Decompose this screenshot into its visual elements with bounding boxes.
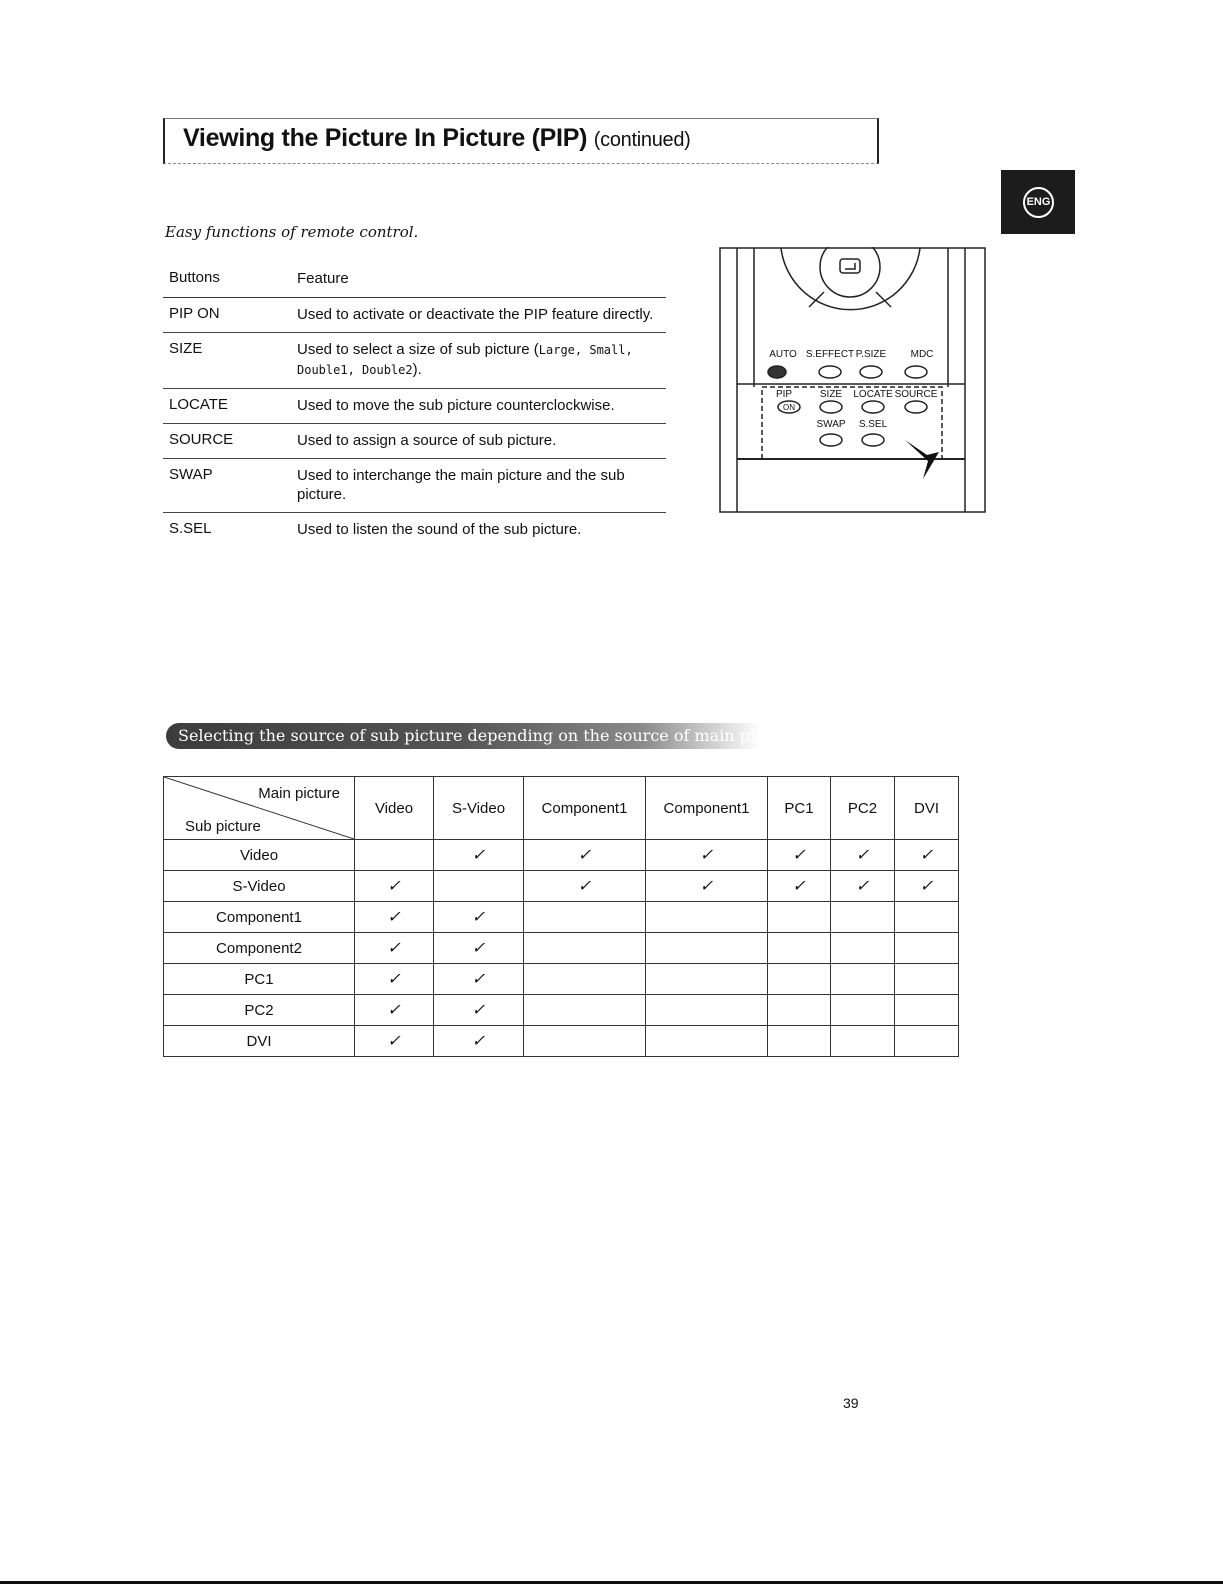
table-row — [164, 933, 959, 964]
row-label: PC1 — [164, 964, 355, 995]
locate-button — [862, 401, 884, 413]
remote-label-locate: LOCATE — [853, 389, 893, 400]
feature-description: Used to select a size of sub picture (Large, Small, Double1, Double2). — [297, 341, 633, 378]
enter-icon — [845, 263, 855, 269]
compat-cell — [895, 995, 959, 1026]
table-row — [164, 995, 959, 1026]
compat-cell — [895, 964, 959, 995]
column-header: S-Video — [434, 777, 524, 840]
feature-row — [163, 298, 666, 333]
compat-cell — [895, 902, 959, 933]
compat-cell — [895, 871, 959, 902]
button-name: SOURCE — [169, 431, 234, 448]
compat-cell — [646, 871, 768, 902]
table-header-row — [164, 777, 959, 840]
compat-cell — [524, 902, 646, 933]
language-tab — [1001, 170, 1075, 234]
feature-row — [163, 424, 666, 459]
check-icon: ✓ — [387, 971, 401, 988]
table-row — [164, 902, 959, 933]
compat-cell — [355, 871, 434, 902]
swap-button — [820, 434, 842, 446]
compat-cell — [355, 840, 434, 871]
check-icon: ✓ — [792, 847, 806, 864]
table-row — [164, 1026, 959, 1057]
check-icon: ✓ — [471, 909, 486, 926]
row-label: Component1 — [164, 902, 355, 933]
check-icon: ✓ — [919, 878, 934, 895]
column-header: Video — [355, 777, 434, 840]
feature-row — [163, 333, 666, 389]
s-effect-button — [819, 366, 841, 378]
compat-cell — [831, 871, 895, 902]
remote-label-s-effect: S.EFFECT — [805, 349, 855, 360]
compat-cell — [355, 933, 434, 964]
compat-cell — [831, 995, 895, 1026]
compat-cell — [768, 902, 831, 933]
compat-cell — [434, 964, 524, 995]
compat-cell — [524, 995, 646, 1026]
column-header: PC1 — [768, 777, 831, 840]
source-button — [905, 401, 927, 413]
compat-cell — [895, 933, 959, 964]
sub-picture-label: Sub picture — [185, 818, 261, 835]
feature-table — [163, 265, 666, 547]
button-name: SWAP — [169, 466, 213, 483]
feature-description: Used to listen the sound of the sub picture. — [297, 521, 582, 538]
compat-cell — [434, 840, 524, 871]
feature-description: Used to activate or deactivate the PIP feature directly. — [297, 306, 654, 323]
table-row — [164, 840, 959, 871]
check-icon: ✓ — [699, 847, 714, 864]
compat-cell — [524, 840, 646, 871]
remote-label-source: SOURCE — [894, 389, 938, 400]
check-icon: ✓ — [387, 940, 401, 957]
button-name: PIP ON — [169, 305, 220, 322]
feature-description: Used to move the sub picture counterclockwise. — [297, 397, 615, 414]
check-icon: ✓ — [387, 1033, 401, 1050]
compat-cell — [646, 964, 768, 995]
section-subtitle: Easy functions of remote control. — [165, 223, 419, 241]
remote-frame — [720, 248, 985, 512]
check-icon: ✓ — [855, 847, 870, 864]
row-label: Component2 — [164, 933, 355, 964]
section-heading: Selecting the source of sub picture depending on the source of main picture — [178, 726, 798, 745]
compat-cell — [524, 964, 646, 995]
compat-cell — [831, 1026, 895, 1057]
column-header: PC2 — [831, 777, 895, 840]
check-icon: ✓ — [919, 847, 934, 864]
enter-button — [840, 259, 860, 273]
compat-cell — [768, 933, 831, 964]
compat-cell — [831, 933, 895, 964]
check-icon: ✓ — [471, 847, 486, 864]
compat-cell — [646, 933, 768, 964]
compat-cell — [831, 902, 895, 933]
compat-cell — [355, 964, 434, 995]
check-icon: ✓ — [387, 909, 401, 926]
mdc-button — [905, 366, 927, 378]
compat-cell — [355, 902, 434, 933]
feature-description: Used to interchange the main picture and the sub picture. — [297, 467, 625, 503]
remote-label-pip: PIP — [775, 389, 793, 400]
s-sel-button — [862, 434, 884, 446]
compat-cell — [355, 995, 434, 1026]
section-heading-bar — [166, 723, 798, 749]
feature-row — [163, 389, 666, 424]
row-label: Video — [164, 840, 355, 871]
size-button — [820, 401, 842, 413]
column-header: Component1 — [524, 777, 646, 840]
column-header: Component1 — [646, 777, 768, 840]
compat-cell — [768, 995, 831, 1026]
compat-cell — [831, 840, 895, 871]
feature-table-header — [163, 265, 666, 298]
page-number: 39 — [843, 1395, 859, 1411]
feature-column-header: Feature — [297, 270, 349, 287]
check-icon: ✓ — [577, 847, 592, 864]
page-header — [163, 118, 879, 164]
compat-cell — [434, 995, 524, 1026]
compat-cell — [895, 1026, 959, 1057]
compat-cell — [646, 840, 768, 871]
row-label: PC2 — [164, 995, 355, 1026]
check-icon: ✓ — [471, 1033, 486, 1050]
main-picture-label: Main picture — [258, 785, 340, 802]
check-icon: ✓ — [387, 1002, 401, 1019]
check-icon: ✓ — [471, 940, 486, 957]
page-title: Viewing the Picture In Picture (PIP) (continued) — [183, 124, 691, 152]
button-name: S.SEL — [169, 520, 212, 537]
buttons-column-header: Buttons — [169, 269, 220, 286]
check-icon: ✓ — [471, 971, 486, 988]
source-compatibility-table — [163, 776, 959, 1057]
check-icon: ✓ — [855, 878, 870, 895]
compat-cell — [895, 840, 959, 871]
compat-cell — [831, 964, 895, 995]
table-row — [164, 871, 959, 902]
remote-label-s-sel: S.SEL — [858, 419, 888, 430]
check-icon: ✓ — [577, 878, 592, 895]
compat-cell — [646, 902, 768, 933]
compat-cell — [524, 1026, 646, 1057]
check-icon: ✓ — [699, 878, 714, 895]
remote-label-on: ON — [783, 403, 795, 412]
compat-cell — [434, 933, 524, 964]
nav-ring — [781, 248, 920, 310]
compat-cell — [768, 840, 831, 871]
remote-label-auto: AUTO — [769, 349, 797, 360]
compat-cell — [646, 995, 768, 1026]
row-label: DVI — [164, 1026, 355, 1057]
compat-cell — [768, 1026, 831, 1057]
check-icon: ✓ — [792, 878, 806, 895]
eng-badge: ENG — [1023, 187, 1054, 218]
compat-cell — [524, 933, 646, 964]
feature-description: Used to assign a source of sub picture. — [297, 432, 557, 449]
p-size-button — [860, 366, 882, 378]
table-corner-cell — [164, 777, 355, 840]
row-label: S-Video — [164, 871, 355, 902]
remote-label-size: SIZE — [819, 389, 843, 400]
compat-cell — [646, 1026, 768, 1057]
remote-control-illustration — [719, 247, 986, 513]
check-icon: ✓ — [387, 878, 401, 895]
compat-cell — [768, 964, 831, 995]
compat-cell — [434, 1026, 524, 1057]
feature-row — [163, 459, 666, 513]
table-row — [164, 964, 959, 995]
compat-cell — [524, 871, 646, 902]
remote-label-p-size: P.SIZE — [855, 349, 887, 360]
continued-label: (continued) — [593, 129, 691, 151]
table-body — [164, 840, 959, 1057]
remote-label-mdc: MDC — [910, 349, 934, 360]
compat-cell — [434, 871, 524, 902]
button-name: SIZE — [169, 340, 203, 357]
compat-cell — [768, 871, 831, 902]
column-header: DVI — [895, 777, 959, 840]
feature-row — [163, 513, 666, 547]
compat-cell — [355, 1026, 434, 1057]
compat-cell — [434, 902, 524, 933]
button-name: LOCATE — [169, 396, 228, 413]
auto-button — [768, 366, 786, 378]
enter-button-ring — [820, 247, 880, 297]
check-icon: ✓ — [471, 1002, 486, 1019]
remote-label-swap: SWAP — [816, 419, 846, 430]
